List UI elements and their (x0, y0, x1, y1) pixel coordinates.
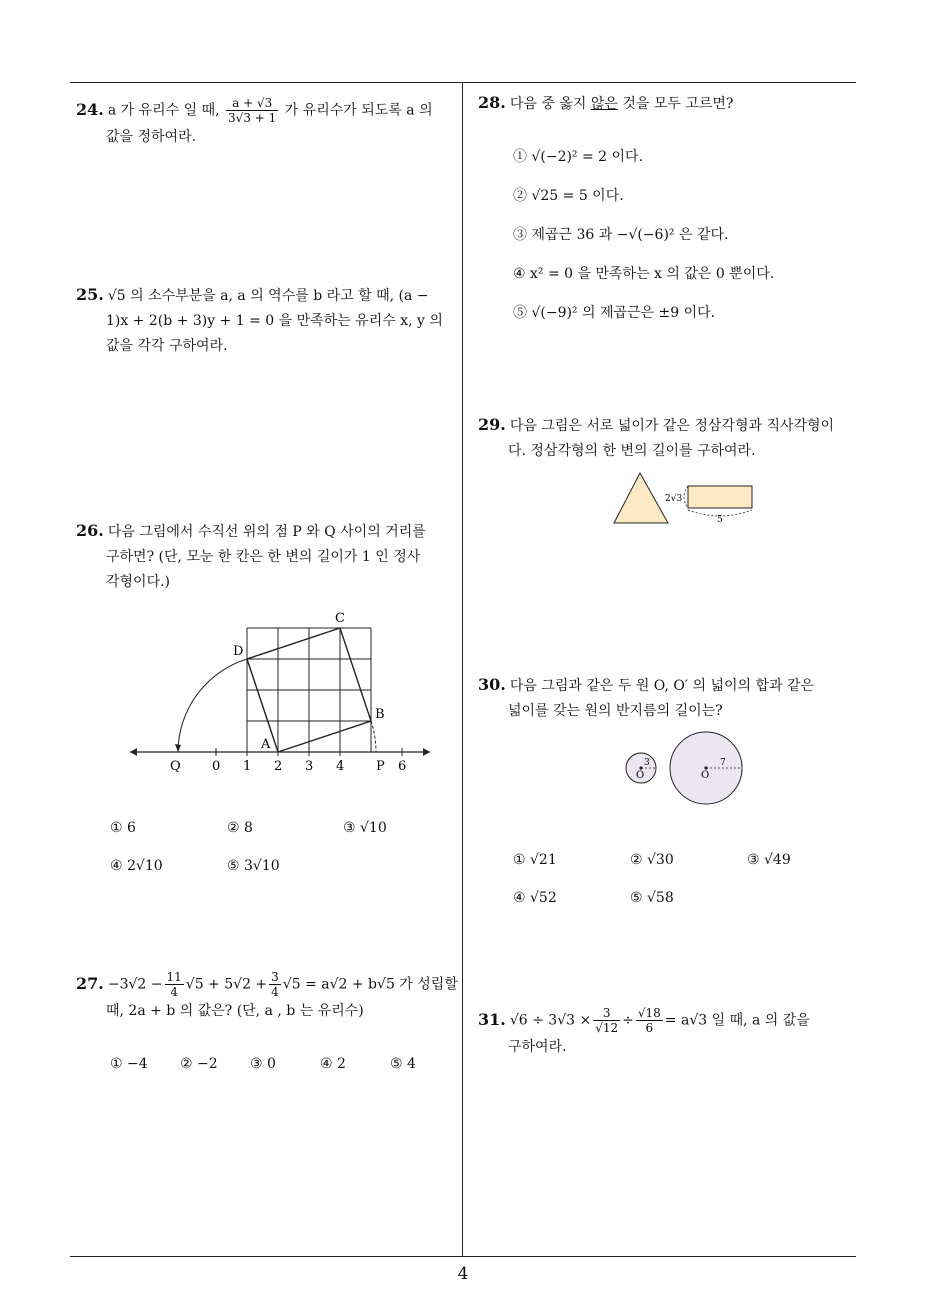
question-26: 26. 다음 그림에서 수직선 위의 점 P 와 Q 사이의 거리를 구하면? (단, 모눈 한 칸은 한 변의 길이가 1 인 정사 각형이다.) (76, 521, 426, 590)
two-circles-figure (620, 728, 750, 808)
height-brace (684, 486, 688, 508)
fraction: $\frac{3}{4}$ (271, 970, 279, 999)
q30-option-4[interactable]: ④ √52 (513, 890, 557, 906)
label-q: Q (170, 759, 181, 774)
q28-option-2[interactable]: ② √25 = 5 이다. (513, 188, 624, 204)
arc-to-p (371, 721, 376, 752)
question-number: 28. (478, 93, 506, 112)
q27-option-2[interactable]: ② −2 (180, 1056, 218, 1072)
q27-option-3[interactable]: ③ 0 (250, 1056, 276, 1072)
number-line-figure (120, 608, 440, 778)
label-c: C (335, 611, 345, 626)
label-p: P (376, 759, 385, 774)
arc-arrow-icon (175, 744, 181, 752)
arrow-right-icon (423, 748, 430, 756)
fraction: $\frac{√18}{6}$ (637, 1006, 661, 1035)
triangle-rectangle-figure (610, 468, 760, 526)
question-30: 30. 다음 그림과 같은 두 원 O, O′ 의 넓이의 합과 같은 넓이를 갖는 원의 반지름의 길이는? (478, 675, 815, 719)
tick-label-1: 1 (243, 759, 252, 774)
q28-option-5[interactable]: ⑤ √(−9)² 의 제곱근은 ±9 이다. (513, 305, 716, 321)
small-center-label: O (636, 770, 645, 781)
label-d: D (233, 644, 244, 659)
q26-option-2[interactable]: ② 8 (227, 820, 253, 836)
q30-option-2[interactable]: ② √30 (630, 852, 674, 868)
q26-option-3[interactable]: ③ √10 (343, 820, 387, 836)
fraction: $\frac{a + √3}{3√3 + 1}$ (228, 96, 277, 125)
fraction: $\frac{11}{4}$ (166, 970, 182, 999)
rectangle (688, 486, 752, 508)
grid (247, 628, 371, 752)
question-number: 24. (76, 99, 104, 119)
question-number: 27. (76, 973, 104, 993)
question-number: 29. (478, 415, 506, 434)
width-label: 5 (717, 515, 723, 525)
q30-option-5[interactable]: ⑤ √58 (630, 890, 674, 906)
label-b: B (375, 707, 385, 722)
question-29: 29. 다음 그림은 서로 넓이가 같은 정삼각형과 직사각형이 다. 정삼각형의 한 변의 길이를 구하여라. (478, 415, 835, 459)
q26-option-5[interactable]: ⑤ 3√10 (227, 858, 280, 874)
top-rule (70, 82, 856, 83)
q28-option-3[interactable]: ③ 제곱근 36 과 −√(−6)² 은 같다. (513, 227, 729, 243)
question-number: 31. (478, 1009, 506, 1029)
q27-option-5[interactable]: ⑤ 4 (390, 1056, 416, 1072)
fraction: $\frac{3}{√12}$ (595, 1006, 619, 1035)
arrow-left-icon (130, 748, 137, 756)
question-number: 26. (76, 521, 104, 540)
bottom-rule (70, 1256, 856, 1257)
q30-option-3[interactable]: ③ √49 (747, 852, 791, 868)
small-radius-label: 3 (644, 758, 650, 768)
tick-label-2: 2 (274, 759, 283, 774)
label-a: A (261, 737, 271, 752)
equilateral-triangle (614, 473, 668, 523)
tick-label-6: 6 (398, 759, 407, 774)
question-24: 24. a 가 유리수 일 때, $\frac{a + √3}{3√3 + 1}$ 가 유리수가 되도록 a 의 값을 정하여라. (76, 96, 433, 145)
question-number: 30. (478, 675, 506, 694)
tick-label-0: 0 (212, 759, 221, 774)
q27-option-4[interactable]: ④ 2 (320, 1056, 346, 1072)
arc-to-q (178, 659, 247, 752)
question-27: 27. −3√2 − $\frac{11}{4}$ √5 + 5√2 + $\frac{3}{4}$ √5 = a√2 + b√5 가 성립할 때, 2a + b 의 값은? (단, a , b 는 유리수) (76, 970, 458, 1019)
q26-option-4[interactable]: ④ 2√10 (110, 858, 163, 874)
question-25: 25. √5 의 소수부분을 a, a 의 역수를 b 라고 할 때, (a − 1)x + 2(b + 3)y + 1 = 0 을 만족하는 유리수 x, y 의 값을 각각 구하여라. (76, 285, 443, 354)
q28-option-4[interactable]: ④ x² = 0 을 만족하는 x 의 값은 0 뿐이다. (513, 266, 775, 282)
q26-option-1[interactable]: ① 6 (110, 820, 136, 836)
tick-label-3: 3 (305, 759, 314, 774)
question-number: 25. (76, 285, 104, 304)
page-number: 4 (457, 1264, 469, 1284)
underlined-word: 않은 (590, 96, 618, 112)
question-31: 31. √6 ÷ 3√3 × $\frac{3}{√12}$ ÷ $\frac{√18}{6}$ = a√3 일 때, a 의 값을 구하여라. (478, 1006, 810, 1055)
tick-label-4: 4 (336, 759, 345, 774)
column-divider (462, 82, 463, 1256)
height-label: 2√3 (665, 494, 683, 504)
question-28: 28. 다음 중 옳지 않은 것을 모두 고르면? (478, 93, 734, 112)
q30-option-1[interactable]: ① √21 (513, 852, 557, 868)
large-center-label: O (701, 770, 710, 781)
large-radius-label: 7 (720, 758, 726, 768)
q28-option-1[interactable]: ① √(−2)² = 2 이다. (513, 149, 644, 165)
q27-option-1[interactable]: ① −4 (110, 1056, 148, 1072)
